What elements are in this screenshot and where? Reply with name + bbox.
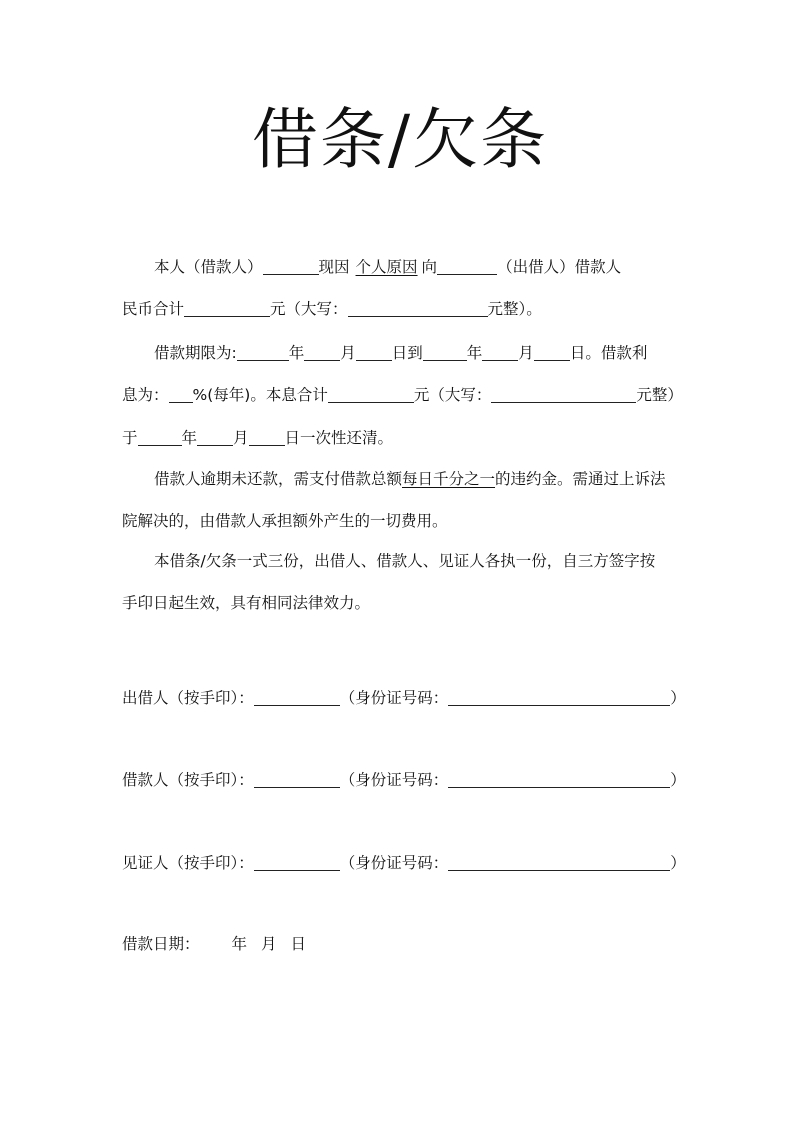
borrower-id-blank[interactable] [448, 770, 670, 788]
start-month-blank[interactable] [304, 343, 340, 361]
end-year-blank[interactable] [423, 343, 467, 361]
amount-words-blank[interactable] [348, 299, 488, 317]
paragraph-borrower-line-1: 本人（借款人） 现因 个人原因 向 （出借人）借款人 [154, 258, 622, 276]
lender-name-blank[interactable] [437, 257, 497, 275]
end-day-blank[interactable] [534, 343, 570, 361]
total-amount-blank[interactable] [328, 385, 414, 403]
paragraph-penalty-line-1: 借款人逾期未还款，需支付借款总额每日千分之一的违约金。需通过上诉法 [154, 470, 666, 488]
paragraph-borrower-line-2: 民币合计 元（大写： 元整）。 [122, 300, 542, 318]
end-month-blank[interactable] [482, 343, 518, 361]
start-year-blank[interactable] [237, 343, 289, 361]
interest-rate-blank[interactable] [169, 385, 193, 403]
paragraph-penalty-line-2: 院解决的，由借款人承担额外产生的一切费用。 [122, 512, 448, 530]
paragraph-term-line-2: 息为： %(每年)。本息合计 元（大写： 元整） [122, 386, 683, 404]
signature-lender: 出借人（按手印）： （身份证号码： ） [122, 689, 686, 707]
start-day-blank[interactable] [356, 343, 392, 361]
signature-borrower: 借款人（按手印）： （身份证号码： ） [122, 771, 686, 789]
repay-month-blank[interactable] [197, 428, 233, 446]
repay-day-blank[interactable] [249, 428, 285, 446]
total-amount-words-blank[interactable] [491, 385, 636, 403]
amount-blank[interactable] [184, 299, 270, 317]
document-title: 借条/欠条 [251, 101, 549, 178]
paragraph-term-line-3: 于 年 月 日一次性还清。 [122, 429, 394, 447]
witness-signature-blank[interactable] [254, 853, 340, 871]
lender-id-blank[interactable] [448, 688, 670, 706]
loan-reason: 个人原因 [355, 258, 418, 276]
witness-id-blank[interactable] [448, 853, 670, 871]
borrower-signature-blank[interactable] [254, 770, 340, 788]
paragraph-term-line-1: 借款期限为: 年 月 日到 年 月 日。借款利 [154, 344, 648, 362]
paragraph-copies-line-2: 手印日起生效，具有相同法律效力。 [122, 594, 371, 612]
borrower-name-blank[interactable] [263, 257, 319, 275]
loan-date: 借款日期： 年 月 日 [122, 935, 307, 953]
signature-witness: 见证人（按手印）： （身份证号码： ） [122, 854, 686, 872]
paragraph-copies-line-1: 本借条/欠条一式三份，出借人、借款人、见证人各执一份，自三方签字按 [154, 552, 656, 570]
repay-year-blank[interactable] [138, 428, 182, 446]
penalty-rate: 每日千分之一 [402, 470, 496, 488]
lender-signature-blank[interactable] [254, 688, 340, 706]
